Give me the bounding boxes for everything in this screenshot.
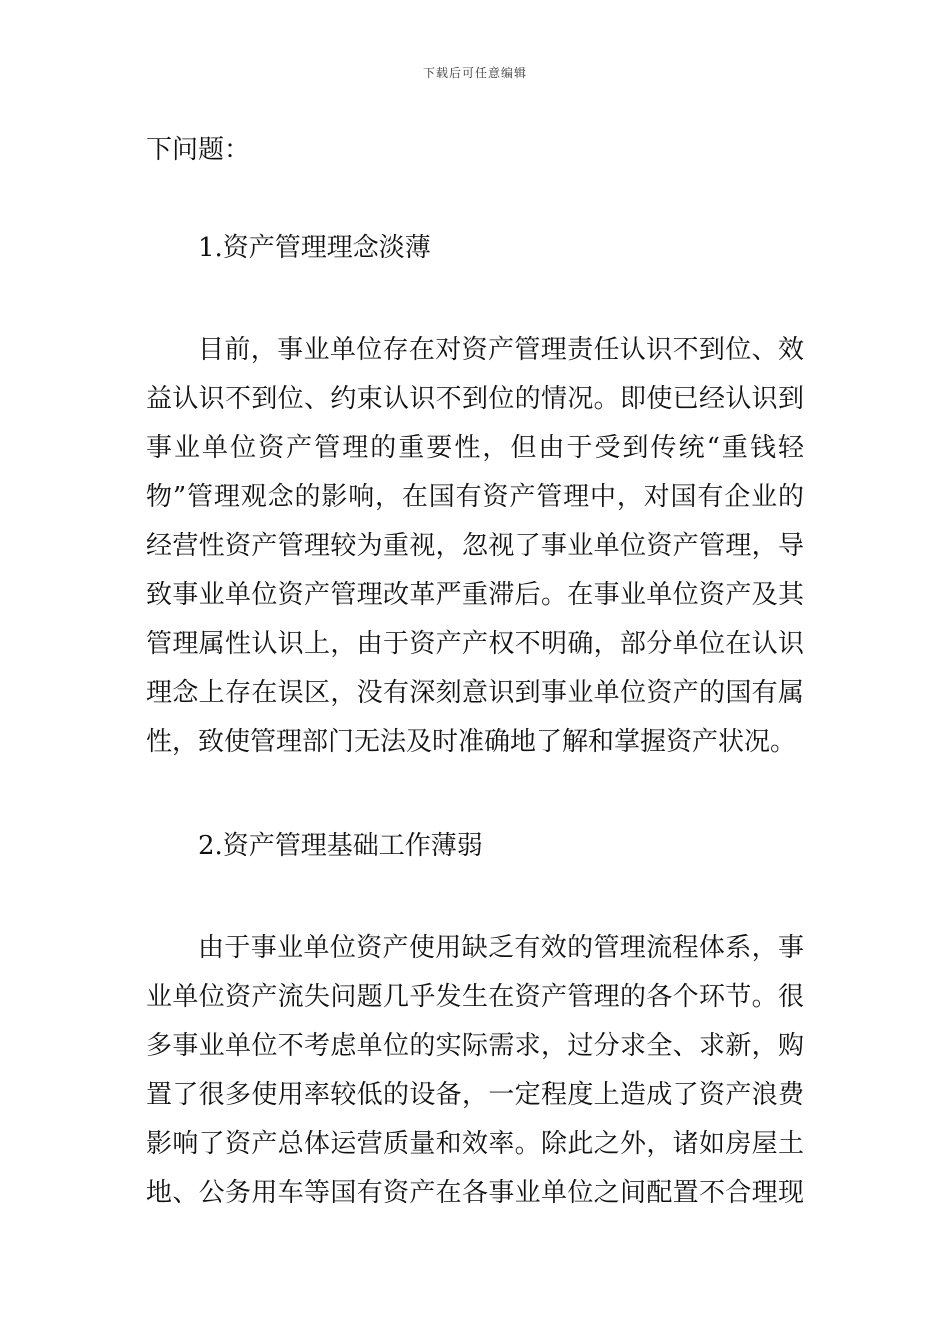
intro-line: 下问题： xyxy=(146,135,251,165)
paragraph-line: 管理属性认识上，由于资产产权不明确，部分单位在认识 xyxy=(146,629,804,659)
paragraph-line: 经营性资产管理较为重视，忽视了事业单位资产管理，导 xyxy=(146,531,804,561)
paragraph-line: 物”管理观念的影响，在国有资产管理中，对国有企业的 xyxy=(146,482,804,512)
paragraph-line: 益认识不到位、约束认识不到位的情况。即使已经认识到 xyxy=(146,384,804,414)
paragraph-line: 致事业单位资产管理改革严重滞后。在事业单位资产及其 xyxy=(146,580,804,610)
paragraph-line: 性，致使管理部门无法及时准确地了解和掌握资产状况。 xyxy=(146,727,797,757)
paragraph-line: 多事业单位不考虑单位的实际需求，过分求全、求新，购 xyxy=(146,1031,804,1061)
page-header: 下载后可任意编辑 xyxy=(422,66,527,80)
paragraph-line: 由于事业单位资产使用缺乏有效的管理流程体系，事 xyxy=(198,933,804,963)
section-heading-2: 2.资产管理基础工作薄弱 xyxy=(198,831,483,861)
paragraph-line: 理念上存在误区，没有深刻意识到事业单位资产的国有属 xyxy=(146,678,804,708)
section-heading-1: 1.资产管理理念淡薄 xyxy=(198,233,431,263)
paragraph-line: 业单位资产流失问题几乎发生在资产管理的各个环节。很 xyxy=(146,982,804,1012)
paragraph-line: 影响了资产总体运营质量和效率。除此之外，诸如房屋土 xyxy=(146,1129,804,1159)
paragraph-line: 置了很多使用率较低的设备，一定程度上造成了资产浪费 xyxy=(146,1080,804,1110)
paragraph-line: 事业单位资产管理的重要性，但由于受到传统“重钱轻 xyxy=(146,433,804,463)
paragraph-line: 地、公务用车等国有资产在各事业单位之间配置不合理现 xyxy=(146,1178,804,1208)
paragraph-line: 目前，事业单位存在对资产管理责任认识不到位、效 xyxy=(198,335,804,365)
